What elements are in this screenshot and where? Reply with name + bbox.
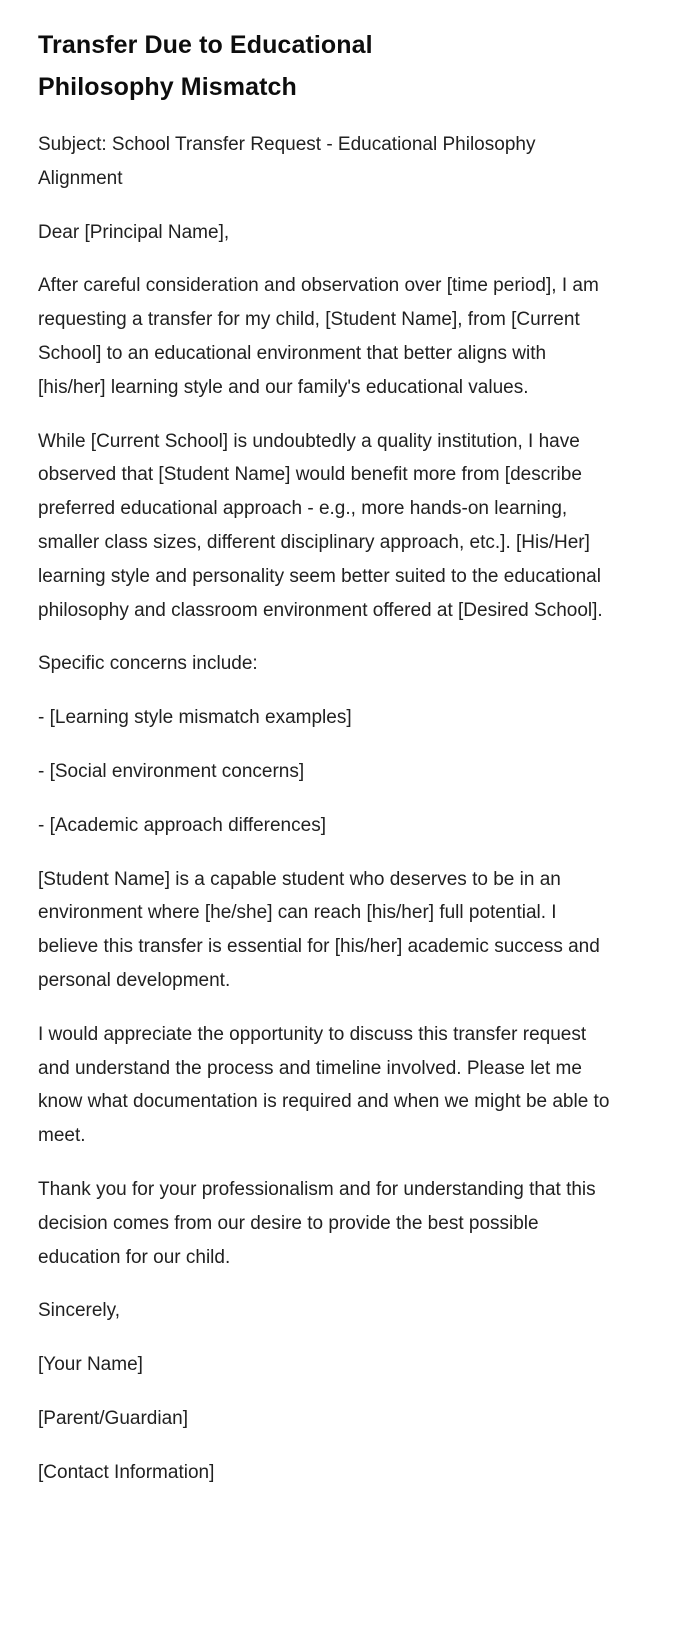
signature-name: [Your Name] (38, 1354, 143, 1376)
concern-item-learning-style: - [Learning style mismatch examples] (38, 707, 352, 729)
letter-title: Transfer Due to Educational Philosophy Mismatch (38, 31, 373, 101)
reasoning-paragraph: While [Current School] is undoubtedly a quality institution, I have observed that [Student Name] would benefit more from [describe preferred educational approach - e.g., more hands-on learning, smaller class sizes, different disciplinary approach, etc.]. [His/Her] learning style and personality seem better suited to the educational philosophy and classroom environment offered at [Desired School]. (38, 430, 603, 621)
signature-contact: [Contact Information] (38, 1461, 215, 1483)
thanks-paragraph: Thank you for your professionalism and for understanding that this decision comes from our desire to provide the best possible education for our child. (38, 1178, 596, 1268)
capability-paragraph: [Student Name] is a capable student who deserves to be in an environment where [he/she] can reach [his/her] full potential. I believe this transfer is essential for [his/her] academic success and personal development. (38, 868, 600, 991)
concerns-intro: Specific concerns include: (38, 653, 258, 675)
concern-item-social-environment: - [Social environment concerns] (38, 760, 305, 782)
meeting-request-paragraph: I would appreciate the opportunity to discuss this transfer request and understand the process and timeline involved. Please let me know what documentation is required and when we might be able to meet. (38, 1023, 610, 1147)
subject-line: Subject: School Transfer Request - Educational Philosophy Alignment (38, 134, 536, 189)
signature-role: [Parent/Guardian] (38, 1407, 188, 1429)
concern-item-academic-approach: - [Academic approach differences] (38, 814, 326, 836)
closing-salutation: Sincerely, (38, 1300, 121, 1322)
salutation: Dear [Principal Name], (38, 221, 230, 243)
intro-paragraph: After careful consideration and observation over [time period], I am requesting a transfer for my child, [Student Name], from [Current School] to an educational environment that better aligns with [his/her] learning style and our family's educational values. (38, 275, 599, 398)
